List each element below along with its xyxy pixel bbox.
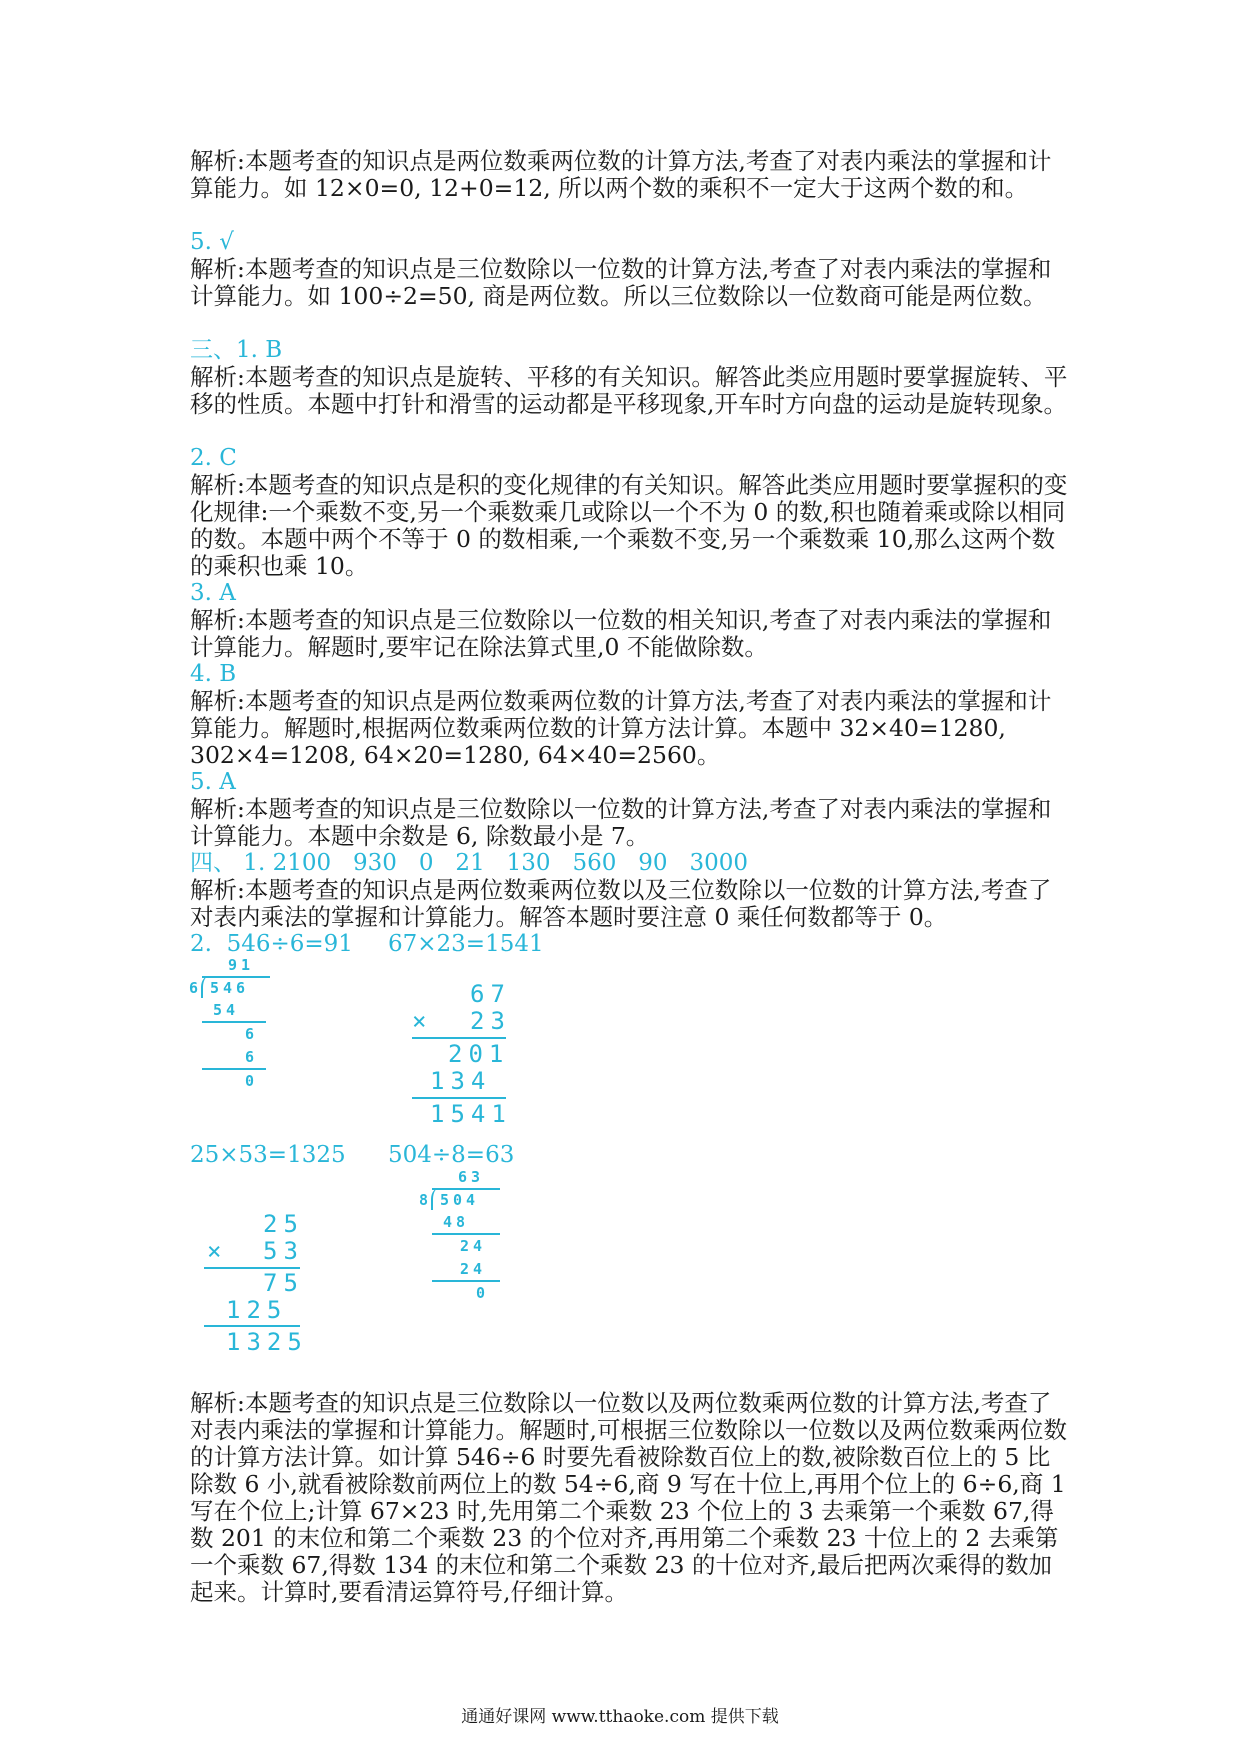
analysis-paragraph: 解析:本题考查的知识点是三位数除以一位数以及两位数乘两位数的计算方法,考查了对表内乘法的掌握和计算能力。解题时,可根据三位数除以一位数以及两位数乘两位数的计算方法计算。如计算 546÷6 时要先看被除数百位上的数,被除数百位上的 5 比除数 6 小,就看被除数前两位上的数 54÷6,商 9 写在十位上,再用个位上的 6÷6,商 1 写在个位上;计算 67×23 时,先用第二个乘数 23 个位上的 3 去乘第一个乘数 67,得数 201 的末位和第二个乘数 23 的个位对齐,再用第二个乘数 23 十位上的 2 去乘第一个乘数 67,得数 134 的末位和第二个乘数 23 的十位对齐,最后把两次乘得的数加起来。计算时,要看清运算符号,仔细计算。: [190, 1389, 1067, 1606]
answer-label: 4. B: [190, 661, 237, 687]
calc-line: [204, 1325, 300, 1327]
answer-label: 5. √: [190, 229, 234, 255]
division-dividend: 546: [210, 979, 250, 997]
division-top-line: [432, 1188, 500, 1190]
answer-label: 5. A: [190, 769, 236, 795]
division-step: 6: [245, 1025, 259, 1043]
multiplier: 53: [263, 1237, 304, 1265]
section-answer-label: 三、1. B: [190, 337, 283, 363]
multiplier: 23: [470, 1007, 511, 1035]
division-step: 48: [443, 1213, 470, 1231]
division-line: [202, 1068, 266, 1070]
division-line: [432, 1233, 500, 1235]
answer-label: 3. A: [190, 580, 236, 606]
product-result: 1541: [430, 1100, 512, 1128]
division-top-line: [202, 976, 270, 978]
division-step: 24: [460, 1260, 487, 1278]
division-dividend: 504: [440, 1191, 480, 1209]
answer-label: 2. C: [190, 445, 237, 471]
partial-product: 75: [263, 1269, 304, 1297]
calc-line: [412, 1037, 506, 1039]
answer-label: 67×23=1541: [388, 931, 544, 957]
division-bracket: [431, 1188, 439, 1210]
division-step: 6: [245, 1048, 259, 1066]
analysis-paragraph: 解析:本题考查的知识点是两位数乘两位数的计算方法,考查了对表内乘法的掌握和计算能力。如 12×0=0, 12+0=12, 所以两个数的乘积不一定大于这两个数的和。: [190, 147, 1052, 202]
product-result: 1325: [226, 1328, 308, 1356]
partial-product: 201: [448, 1040, 510, 1068]
division-divisor: 6: [189, 979, 203, 997]
division-step: 24: [460, 1237, 487, 1255]
multiplicand: 25: [263, 1210, 304, 1238]
calc-line: [412, 1097, 506, 1099]
analysis-paragraph: 解析:本题考查的知识点是积的变化规律的有关知识。解答此类应用题时要掌握积的变化规律:一个乘数不变,另一个乘数乘几或除以一个不为 0 的数,积也随着乘或除以相同的数。本题中两个不等于 0 的数相乘,一个乘数不变,另一个乘数乘 10,那么这两个数的乘积也乘 10。: [190, 471, 1068, 580]
multiplicand: 67: [470, 980, 511, 1008]
partial-product: 125: [226, 1296, 288, 1324]
analysis-paragraph: 解析:本题考查的知识点是三位数除以一位数的计算方法,考查了对表内乘法的掌握和计算能力。本题中余数是 6, 除数最小是 7。: [190, 795, 1052, 850]
division-divisor: 8: [419, 1191, 433, 1209]
page-footer: 通通好课网 www.tthaoke.com 提供下载: [461, 1707, 779, 1727]
division-step: 54: [213, 1001, 240, 1019]
division-quotient: 63: [458, 1168, 485, 1186]
analysis-paragraph: 解析:本题考查的知识点是旋转、平移的有关知识。解答此类应用题时要掌握旋转、平移的性质。本题中打针和滑雪的运动都是平移现象,开车时方向盘的运动是旋转现象。: [190, 363, 1068, 418]
division-line: [202, 1021, 266, 1023]
division-quotient: 91: [228, 956, 255, 974]
division-bracket: [201, 976, 209, 998]
multiply-sign: ×: [412, 1007, 433, 1035]
section-answer-label: 四、 1. 2100 930 0 21 130 560 90 3000: [190, 850, 749, 876]
division-line: [432, 1280, 500, 1282]
multiply-sign: ×: [207, 1237, 228, 1265]
analysis-paragraph: 解析:本题考查的知识点是三位数除以一位数的计算方法,考查了对表内乘法的掌握和计算能力。如 100÷2=50, 商是两位数。所以三位数除以一位数商可能是两位数。: [190, 255, 1052, 310]
analysis-paragraph: 解析:本题考查的知识点是两位数乘两位数以及三位数除以一位数的计算方法,考查了对表内乘法的掌握和计算能力。解答本题时要注意 0 乘任何数都等于 0。: [190, 876, 1052, 931]
answer-label: 25×53=1325: [190, 1142, 346, 1168]
division-remainder: 0: [245, 1072, 259, 1090]
answer-label: 504÷8=63: [388, 1142, 515, 1168]
partial-product: 134: [430, 1067, 492, 1095]
analysis-paragraph: 解析:本题考查的知识点是两位数乘两位数的计算方法,考查了对表内乘法的掌握和计算能力。解题时,根据两位数乘两位数的计算方法计算。本题中 32×40=1280, 302×4=1208, 64×20=1280, 64×40=2560。: [190, 687, 1052, 769]
answer-label: 2. 546÷6=91: [190, 931, 353, 957]
division-remainder: 0: [476, 1284, 490, 1302]
analysis-paragraph: 解析:本题考查的知识点是三位数除以一位数的相关知识,考查了对表内乘法的掌握和计算能力。解题时,要牢记在除法算式里,0 不能做除数。: [190, 606, 1052, 661]
